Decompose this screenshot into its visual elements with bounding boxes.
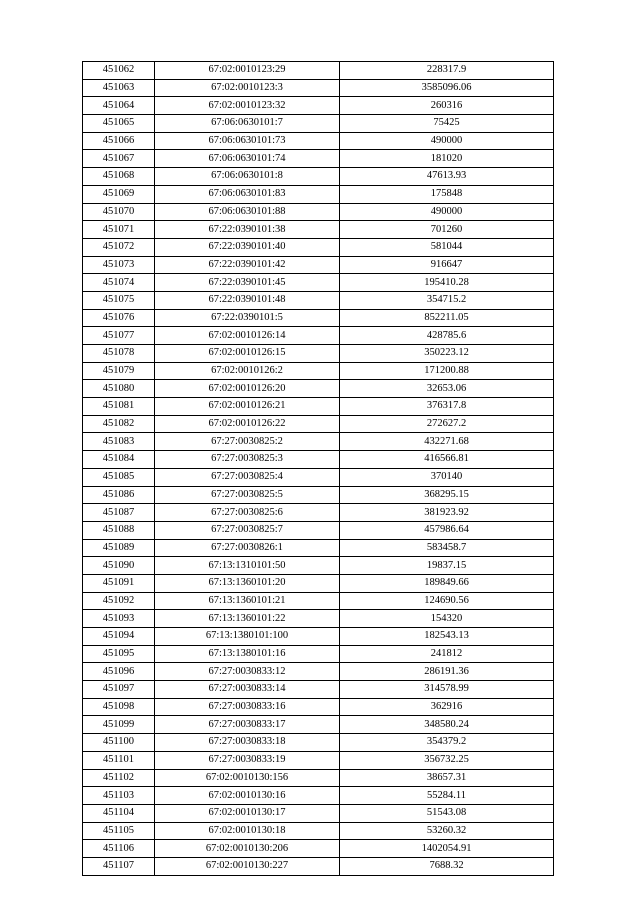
table-row — [83, 97, 554, 115]
table-row — [83, 345, 554, 363]
table-row — [83, 804, 554, 822]
value-cell: 272627.2 — [340, 415, 554, 433]
row-number-cell: 451093 — [83, 610, 155, 628]
row-number-cell: 451097 — [83, 681, 155, 699]
row-number-cell: 451103 — [83, 787, 155, 805]
cadastral-number-cell: 67:13:1310101:50 — [155, 557, 340, 575]
row-number-cell: 451085 — [83, 468, 155, 486]
value-cell: 7688.32 — [340, 857, 554, 875]
cadastral-number-cell: 67:27:0030825:5 — [155, 486, 340, 504]
cadastral-number-cell: 67:06:0630101:8 — [155, 168, 340, 186]
row-number-cell: 451095 — [83, 645, 155, 663]
table-row — [83, 185, 554, 203]
cadastral-number-cell: 67:27:0030833:18 — [155, 734, 340, 752]
row-number-cell: 451079 — [83, 362, 155, 380]
row-number-cell: 451068 — [83, 168, 155, 186]
row-number-cell: 451091 — [83, 574, 155, 592]
table-row — [83, 822, 554, 840]
value-cell: 368295.15 — [340, 486, 554, 504]
cadastral-number-cell: 67:22:0390101:45 — [155, 274, 340, 292]
table-row — [83, 221, 554, 239]
value-cell: 189849.66 — [340, 574, 554, 592]
cadastral-number-cell: 67:22:0390101:38 — [155, 221, 340, 239]
table-row — [83, 168, 554, 186]
row-number-cell: 451084 — [83, 451, 155, 469]
row-number-cell: 451074 — [83, 274, 155, 292]
value-cell: 195410.28 — [340, 274, 554, 292]
table-row — [83, 645, 554, 663]
table-row — [83, 380, 554, 398]
value-cell: 1402054.91 — [340, 840, 554, 858]
value-cell: 916647 — [340, 256, 554, 274]
table-row — [83, 504, 554, 522]
value-cell: 348580.24 — [340, 716, 554, 734]
value-cell: 701260 — [340, 221, 554, 239]
value-cell: 55284.11 — [340, 787, 554, 805]
row-number-cell: 451107 — [83, 857, 155, 875]
row-number-cell: 451102 — [83, 769, 155, 787]
value-cell: 32653.06 — [340, 380, 554, 398]
row-number-cell: 451066 — [83, 132, 155, 150]
value-cell: 581044 — [340, 238, 554, 256]
value-cell: 124690.56 — [340, 592, 554, 610]
row-number-cell: 451096 — [83, 663, 155, 681]
table-row — [83, 415, 554, 433]
table-row — [83, 291, 554, 309]
cadastral-number-cell: 67:27:0030825:6 — [155, 504, 340, 522]
row-number-cell: 451064 — [83, 97, 155, 115]
cadastral-number-cell: 67:06:0630101:73 — [155, 132, 340, 150]
value-cell: 38657.31 — [340, 769, 554, 787]
row-number-cell: 451081 — [83, 398, 155, 416]
table-row — [83, 610, 554, 628]
table-row — [83, 574, 554, 592]
row-number-cell: 451086 — [83, 486, 155, 504]
table-row — [83, 203, 554, 221]
cadastral-number-cell: 67:02:0010123:29 — [155, 62, 340, 80]
value-cell: 457986.64 — [340, 521, 554, 539]
value-cell: 286191.36 — [340, 663, 554, 681]
value-cell: 75425 — [340, 115, 554, 133]
value-cell: 182543.13 — [340, 628, 554, 646]
value-cell: 354715.2 — [340, 291, 554, 309]
cadastral-number-cell: 67:13:1380101:16 — [155, 645, 340, 663]
cadastral-number-cell: 67:06:0630101:88 — [155, 203, 340, 221]
table-row — [83, 132, 554, 150]
table-row — [83, 274, 554, 292]
cadastral-number-cell: 67:02:0010123:32 — [155, 97, 340, 115]
row-number-cell: 451089 — [83, 539, 155, 557]
row-number-cell: 451069 — [83, 185, 155, 203]
value-cell: 370140 — [340, 468, 554, 486]
cadastral-number-cell: 67:02:0010130:16 — [155, 787, 340, 805]
row-number-cell: 451077 — [83, 327, 155, 345]
value-cell: 416566.81 — [340, 451, 554, 469]
cadastral-number-cell: 67:02:0010126:22 — [155, 415, 340, 433]
cadastral-number-cell: 67:06:0630101:7 — [155, 115, 340, 133]
table-row — [83, 398, 554, 416]
row-number-cell: 451062 — [83, 62, 155, 80]
cadastral-number-cell: 67:06:0630101:74 — [155, 150, 340, 168]
table-row — [83, 769, 554, 787]
value-cell: 19837.15 — [340, 557, 554, 575]
cadastral-number-cell: 67:02:0010123:3 — [155, 79, 340, 97]
table-row — [83, 238, 554, 256]
row-number-cell: 451104 — [83, 804, 155, 822]
cadastral-number-cell: 67:13:1360101:22 — [155, 610, 340, 628]
cadastral-number-cell: 67:22:0390101:48 — [155, 291, 340, 309]
value-cell: 381923.92 — [340, 504, 554, 522]
cadastral-number-cell: 67:27:0030833:19 — [155, 751, 340, 769]
row-number-cell: 451083 — [83, 433, 155, 451]
row-number-cell: 451072 — [83, 238, 155, 256]
value-cell: 350223.12 — [340, 345, 554, 363]
row-number-cell: 451090 — [83, 557, 155, 575]
table-row — [83, 521, 554, 539]
table-row — [83, 681, 554, 699]
table-row — [83, 327, 554, 345]
cadastral-number-cell: 67:02:0010130:18 — [155, 822, 340, 840]
cadastral-number-cell: 67:02:0010126:21 — [155, 398, 340, 416]
table-row — [83, 451, 554, 469]
value-cell: 432271.68 — [340, 433, 554, 451]
value-cell: 376317.8 — [340, 398, 554, 416]
row-number-cell: 451070 — [83, 203, 155, 221]
row-number-cell: 451094 — [83, 628, 155, 646]
value-cell: 53260.32 — [340, 822, 554, 840]
data-table — [82, 61, 554, 876]
value-cell: 171200.88 — [340, 362, 554, 380]
cadastral-number-cell: 67:02:0010126:2 — [155, 362, 340, 380]
cadastral-number-cell: 67:02:0010126:15 — [155, 345, 340, 363]
value-cell: 362916 — [340, 698, 554, 716]
row-number-cell: 451099 — [83, 716, 155, 734]
value-cell: 490000 — [340, 132, 554, 150]
table-row — [83, 716, 554, 734]
cadastral-number-cell: 67:22:0390101:5 — [155, 309, 340, 327]
value-cell: 241812 — [340, 645, 554, 663]
table-row — [83, 150, 554, 168]
value-cell: 356732.25 — [340, 751, 554, 769]
value-cell: 260316 — [340, 97, 554, 115]
row-number-cell: 451078 — [83, 345, 155, 363]
table-row — [83, 79, 554, 97]
value-cell: 51543.08 — [340, 804, 554, 822]
value-cell: 3585096.06 — [340, 79, 554, 97]
table-row — [83, 557, 554, 575]
row-number-cell: 451071 — [83, 221, 155, 239]
cadastral-number-cell: 67:02:0010130:156 — [155, 769, 340, 787]
table-body — [83, 62, 554, 876]
cadastral-number-cell: 67:27:0030825:4 — [155, 468, 340, 486]
row-number-cell: 451105 — [83, 822, 155, 840]
table-row — [83, 486, 554, 504]
cadastral-number-cell: 67:27:0030825:3 — [155, 451, 340, 469]
cadastral-number-cell: 67:02:0010126:14 — [155, 327, 340, 345]
row-number-cell: 451080 — [83, 380, 155, 398]
row-number-cell: 451106 — [83, 840, 155, 858]
row-number-cell: 451075 — [83, 291, 155, 309]
table-row — [83, 539, 554, 557]
table-row — [83, 840, 554, 858]
value-cell: 314578.99 — [340, 681, 554, 699]
row-number-cell: 451101 — [83, 751, 155, 769]
row-number-cell: 451063 — [83, 79, 155, 97]
row-number-cell: 451067 — [83, 150, 155, 168]
table-row — [83, 698, 554, 716]
row-number-cell: 451065 — [83, 115, 155, 133]
table-row — [83, 256, 554, 274]
row-number-cell: 451087 — [83, 504, 155, 522]
value-cell: 583458.7 — [340, 539, 554, 557]
table-row — [83, 663, 554, 681]
cadastral-number-cell: 67:27:0030826:1 — [155, 539, 340, 557]
table-row — [83, 362, 554, 380]
row-number-cell: 451092 — [83, 592, 155, 610]
value-cell: 852211.05 — [340, 309, 554, 327]
cadastral-number-cell: 67:27:0030833:12 — [155, 663, 340, 681]
value-cell: 228317.9 — [340, 62, 554, 80]
table-row — [83, 628, 554, 646]
table-row — [83, 115, 554, 133]
cadastral-number-cell: 67:27:0030825:2 — [155, 433, 340, 451]
cadastral-number-cell: 67:13:1380101:100 — [155, 628, 340, 646]
cadastral-number-cell: 67:22:0390101:42 — [155, 256, 340, 274]
row-number-cell: 451088 — [83, 521, 155, 539]
cadastral-number-cell: 67:02:0010126:20 — [155, 380, 340, 398]
value-cell: 181020 — [340, 150, 554, 168]
table-row — [83, 62, 554, 80]
cadastral-number-cell: 67:13:1360101:20 — [155, 574, 340, 592]
row-number-cell: 451073 — [83, 256, 155, 274]
value-cell: 354379.2 — [340, 734, 554, 752]
table-row — [83, 468, 554, 486]
cadastral-number-cell: 67:27:0030833:17 — [155, 716, 340, 734]
cadastral-number-cell: 67:27:0030833:14 — [155, 681, 340, 699]
row-number-cell: 451098 — [83, 698, 155, 716]
cadastral-number-cell: 67:22:0390101:40 — [155, 238, 340, 256]
row-number-cell: 451076 — [83, 309, 155, 327]
cadastral-number-cell: 67:02:0010130:17 — [155, 804, 340, 822]
cadastral-number-cell: 67:06:0630101:83 — [155, 185, 340, 203]
cadastral-number-cell: 67:27:0030825:7 — [155, 521, 340, 539]
table-row — [83, 857, 554, 875]
table-row — [83, 734, 554, 752]
value-cell: 428785.6 — [340, 327, 554, 345]
value-cell: 175848 — [340, 185, 554, 203]
cadastral-number-cell: 67:02:0010130:206 — [155, 840, 340, 858]
cadastral-number-cell: 67:13:1360101:21 — [155, 592, 340, 610]
table-row — [83, 787, 554, 805]
table-row — [83, 592, 554, 610]
cadastral-number-cell: 67:02:0010130:227 — [155, 857, 340, 875]
cadastral-number-cell: 67:27:0030833:16 — [155, 698, 340, 716]
row-number-cell: 451082 — [83, 415, 155, 433]
value-cell: 47613.93 — [340, 168, 554, 186]
table-row — [83, 433, 554, 451]
table-row — [83, 751, 554, 769]
row-number-cell: 451100 — [83, 734, 155, 752]
table-row — [83, 309, 554, 327]
value-cell: 154320 — [340, 610, 554, 628]
value-cell: 490000 — [340, 203, 554, 221]
